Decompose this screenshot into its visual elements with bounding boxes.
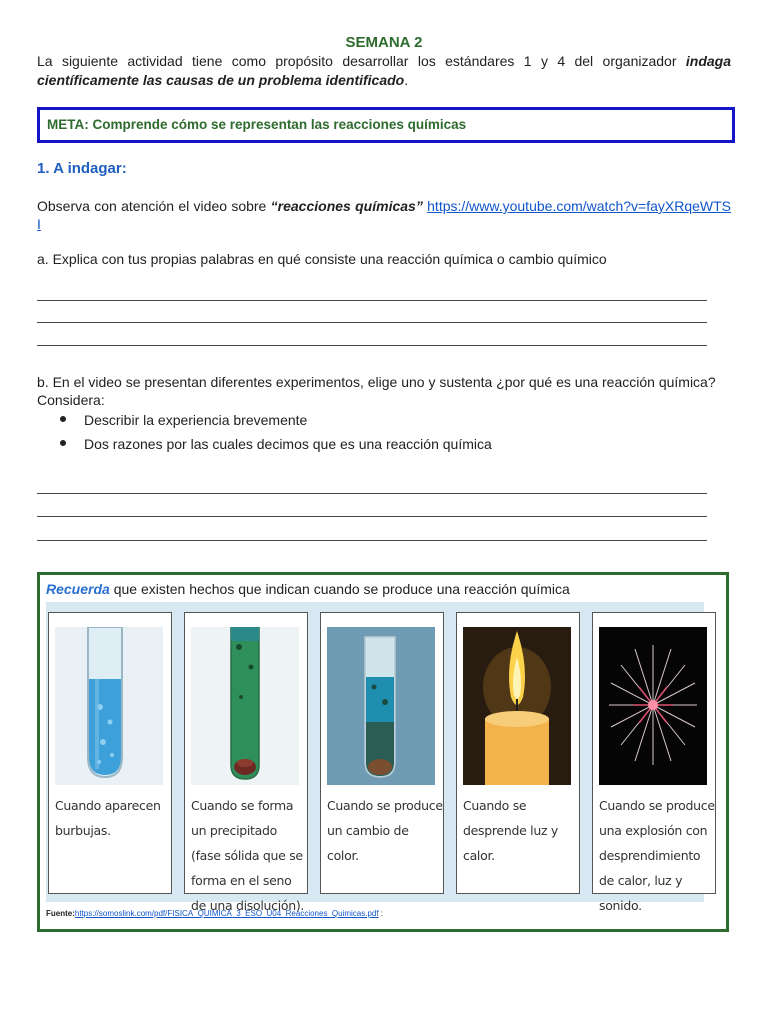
- reaction-card: [184, 612, 308, 913]
- test-tube-precipitate-image: [191, 627, 299, 785]
- answer-line[interactable]: [37, 300, 707, 301]
- card-caption: Cuando se desprende luz y calor.: [463, 798, 558, 863]
- intro-end: .: [404, 72, 409, 88]
- reaction-card: [320, 612, 444, 894]
- answer-line[interactable]: [37, 322, 707, 323]
- card-caption: Cuando se forma un precipitado (fase sólida que se forma en el seno de una disolución).: [191, 798, 305, 913]
- reaction-card: [48, 612, 172, 894]
- source-label: Fuente:: [46, 909, 75, 918]
- page-title: SEMANA 2: [345, 34, 423, 51]
- observe-text: Observa con atención el video sobre: [37, 198, 271, 214]
- bullet-text: Dos razones por las cuales decimos que es una reacción química: [84, 436, 492, 452]
- fireworks-image: [599, 627, 707, 785]
- bullet-dot: [60, 416, 66, 422]
- intro-text: La siguiente actividad tiene como propósito desarrollar los estándares 1 y 4 del organizador: [37, 53, 686, 69]
- reaction-card: [592, 612, 716, 913]
- recuerda-body: que existen hechos que indican cuando se produce una reacción química: [109, 581, 570, 597]
- reaction-card: [456, 612, 580, 894]
- intro-paragraph: [37, 52, 731, 90]
- candle-flame-image: [463, 627, 571, 785]
- video-link[interactable]: https://www.youtube.com/watch?v=fayXRqeWTSI: [37, 198, 731, 232]
- observe-paragraph: [37, 197, 731, 233]
- meta-statement: [47, 117, 466, 132]
- observe-topic: “reacciones químicas”: [270, 198, 423, 214]
- answer-line[interactable]: [37, 540, 707, 541]
- source-end: :: [378, 909, 384, 918]
- card-caption: Cuando aparecen burbujas.: [55, 798, 161, 838]
- intro-emphasis: indaga científicamente las causas de un problema identificado: [37, 53, 731, 88]
- card-caption: Cuando se produce una explosión con desprendimiento de calor, luz y sonido.: [599, 798, 715, 913]
- answer-line[interactable]: [37, 493, 707, 494]
- source-citation: [46, 909, 383, 918]
- recuerda-lead: Recuerda: [46, 581, 110, 597]
- meta-box: [37, 107, 735, 143]
- question-b: b. En el video se presentan diferentes experimentos, elige uno y sustenta ¿por qué es una reacción química? Considera:: [37, 374, 716, 408]
- reaction-signs-strip: [46, 602, 715, 913]
- recuerda-text: [46, 581, 570, 597]
- answer-line[interactable]: [37, 345, 707, 346]
- bullet-dot: [60, 440, 66, 446]
- test-tube-color-change-image: [327, 627, 435, 785]
- section-heading: 1. A indagar:: [37, 160, 127, 177]
- answer-line[interactable]: [37, 516, 707, 517]
- meta-text: Comprende cómo se representan las reacciones químicas: [88, 117, 467, 132]
- bullet-text: Describir la experiencia brevemente: [84, 412, 308, 428]
- bullet-item: [60, 436, 492, 452]
- source-link[interactable]: https://somoslink.com/pdf/FISICA_QUIMICA_3_ESO_U04_Reacciones_Quimicas.pdf: [74, 909, 379, 918]
- card-caption: Cuando se produce un cambio de color.: [327, 798, 443, 863]
- bullet-item: [60, 412, 307, 428]
- question-a: a. Explica con tus propias palabras en qué consiste una reacción química o cambio químico: [37, 251, 607, 267]
- test-tube-bubbles-image: [55, 627, 163, 785]
- recuerda-box: [37, 572, 729, 932]
- meta-label: META:: [47, 117, 89, 132]
